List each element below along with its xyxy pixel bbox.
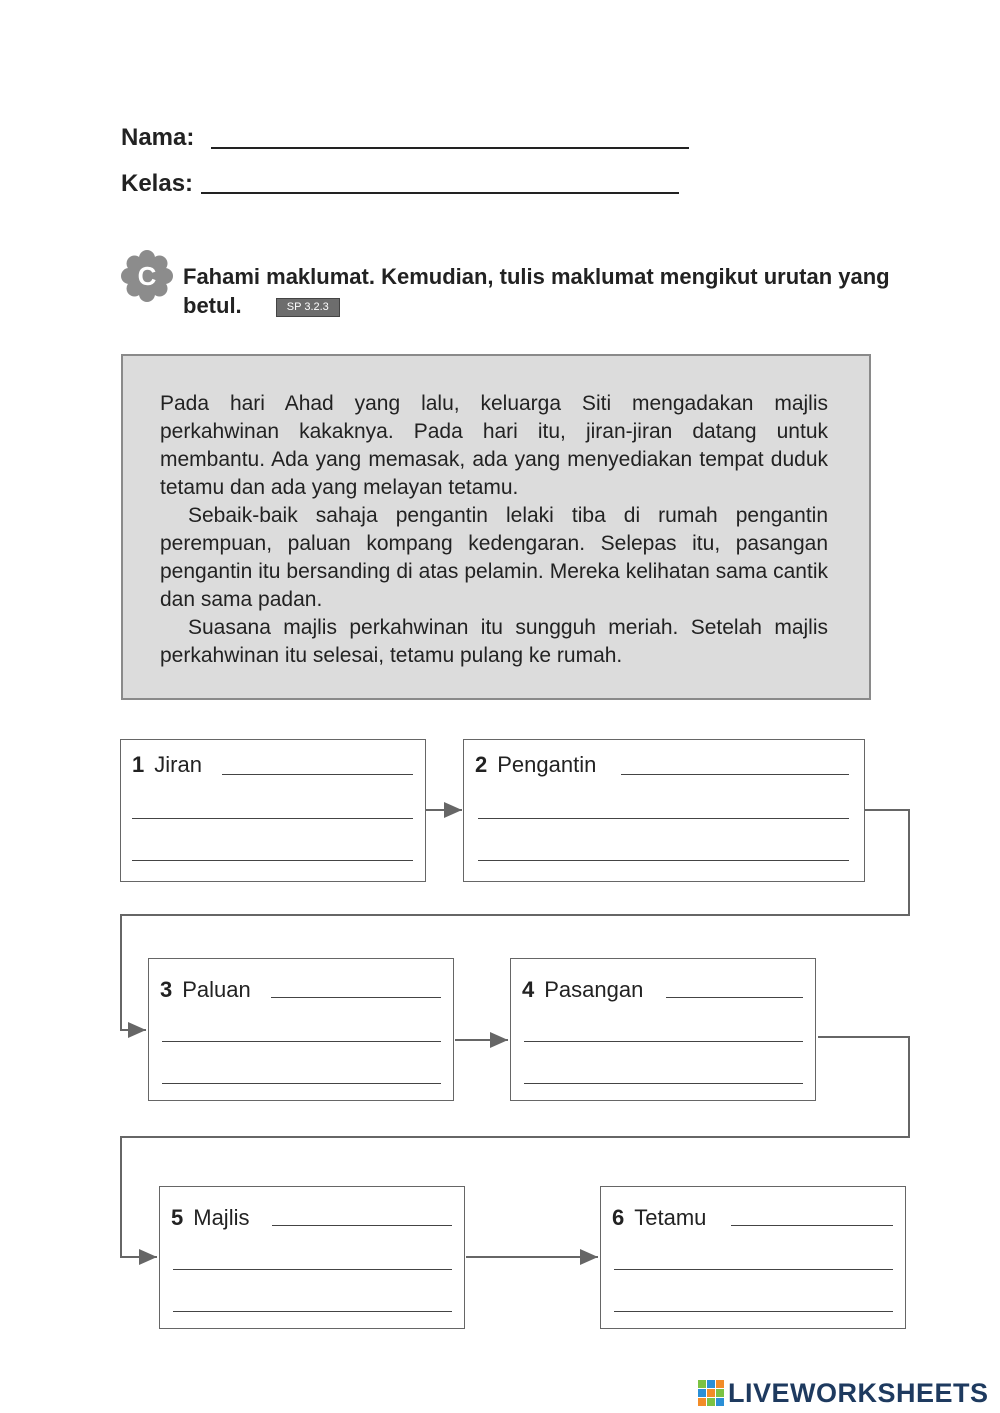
answer-line[interactable] [271,997,441,998]
step-word: Tetamu [634,1205,707,1230]
answer-line[interactable] [173,1311,452,1312]
step-word: Majlis [193,1205,250,1230]
step-number: 3 [160,977,173,1002]
class-label: Kelas: [121,170,194,197]
step-number: 5 [171,1205,184,1230]
answer-line[interactable] [132,818,413,819]
sp-standard-tag: SP 3.2.3 [276,298,340,317]
step-1-heading [132,752,202,778]
step-2-heading [475,752,596,778]
step-box-3 [148,958,454,1101]
step-number: 1 [132,752,145,777]
liveworksheets-logo-text: LIVEWORKSHEETS [728,1377,989,1408]
step-box-6 [600,1186,906,1329]
step-box-2 [463,739,865,882]
answer-line[interactable] [731,1225,893,1226]
name-label: Nama: [121,124,195,151]
answer-line[interactable] [666,997,803,998]
step-6-heading [612,1205,706,1231]
answer-line[interactable] [478,818,849,819]
answer-line[interactable] [162,1083,441,1084]
answer-line[interactable] [173,1269,452,1270]
answer-line[interactable] [614,1269,893,1270]
step-word: Jiran [154,752,202,777]
liveworksheets-logo[interactable] [698,1376,989,1410]
answer-line[interactable] [524,1041,803,1042]
section-badge-letter: C [137,261,157,291]
step-word: Paluan [182,977,251,1002]
step-number: 2 [475,752,488,777]
answer-line[interactable] [478,860,849,861]
step-box-4 [510,958,816,1101]
step-4-heading [522,977,643,1003]
step-3-heading [160,977,251,1003]
step-box-1 [120,739,426,882]
answer-line[interactable] [621,774,849,775]
answer-line[interactable] [132,860,413,861]
answer-line[interactable] [614,1311,893,1312]
step-box-5 [159,1186,465,1329]
step-5-heading [171,1205,249,1231]
step-word: Pasangan [544,977,644,1002]
step-word: Pengantin [497,752,597,777]
answer-line[interactable] [524,1083,803,1084]
passage-paragraph-1: Pada hari Ahad yang lalu, keluarga Siti mengadakan majlis perkahwinan kakaknya. Pada hari itu, jiran-jiran datang untuk membantu. Ada yang memasak, ada yang menyediakan tempat duduk tetamu dan ada yang melayan tetamu. [160,392,828,499]
answer-line[interactable] [162,1041,441,1042]
liveworksheets-logo-icon [698,1380,724,1406]
step-number: 6 [612,1205,625,1230]
passage-paragraph-2: Sebaik-baik sahaja pengantin lelaki tiba di rumah pengantin perempuan, paluan kompang kedengaran. Selepas itu, pasangan pengantin itu bersanding di atas pelamin. Mereka kelihatan sama cantik dan sama padan. [160,504,828,611]
passage-paragraph-3: Suasana majlis perkahwinan itu sungguh meriah. Setelah majlis perkahwinan itu selesai, tetamu pulang ke rumah. [160,616,828,667]
answer-line[interactable] [272,1225,452,1226]
step-number: 4 [522,977,535,1002]
answer-line[interactable] [222,774,413,775]
instruction-text: Fahami maklumat. Kemudian, tulis maklumat mengikut urutan yang betul. [183,264,890,318]
